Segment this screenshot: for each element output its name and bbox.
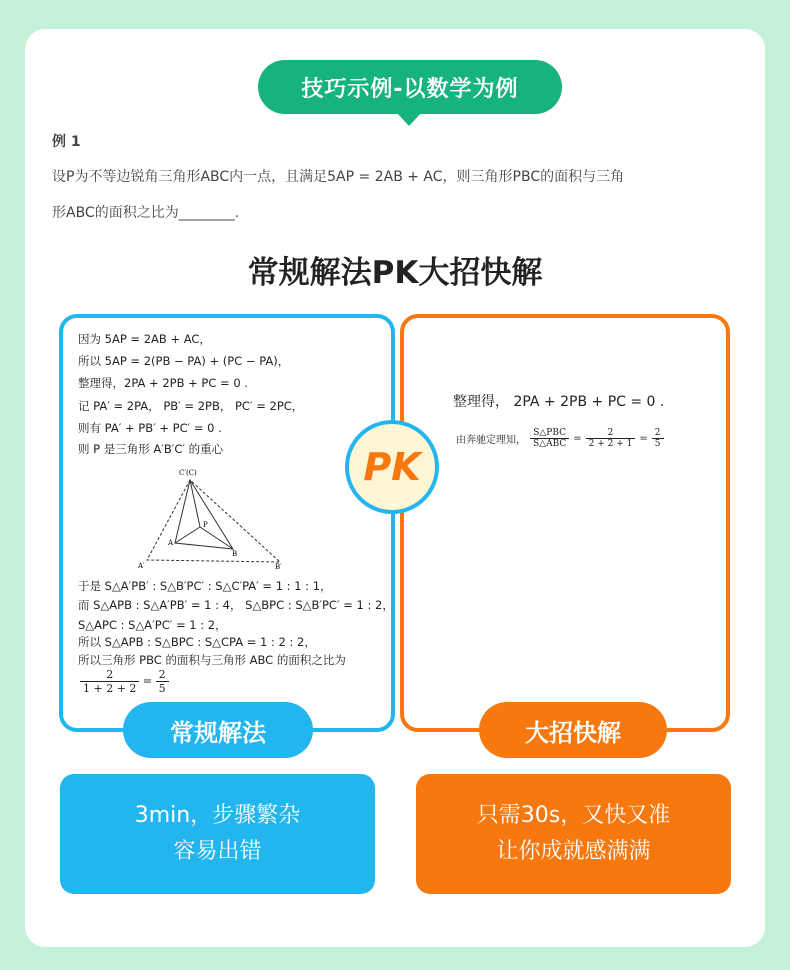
pk-label: PK (363, 445, 421, 489)
frac2-denominator: 2 + 2 + 1 (588, 439, 633, 449)
shortcut-description (416, 774, 731, 894)
final-numerator: 2 (80, 668, 139, 682)
title-banner (258, 60, 562, 114)
equals-2: = (639, 433, 648, 444)
banner-title: 技巧示例-以数学为例 (301, 76, 519, 102)
solution-line: 则有 PA′ + PB′ + PC′ = 0 . (78, 421, 222, 435)
example-label: 例 1 (52, 134, 81, 150)
final-denominator: 1 + 2 + 2 (83, 682, 137, 695)
shortcut-line-2 (456, 428, 664, 449)
solution-line: 则 P 是三角形 A′B′C′ 的重心 (78, 442, 224, 456)
frac3-numerator: 2 (652, 428, 664, 439)
shortcut-tag (479, 702, 667, 758)
solution-line: 记 PA′ = 2PA， PB′ = 2PB， PC′ = 2PC， (78, 399, 304, 413)
conventional-tag-label: 常规解法 (170, 718, 266, 747)
shortcut-desc-line-2: 让你成就感满满 (496, 839, 651, 864)
conventional-desc-line-1: 3min，步骤繁杂 (134, 803, 301, 828)
solution-line: 所以三角形 PBC 的面积与三角形 ABC 的面积之比为 (78, 653, 346, 667)
solution-line: S△APC : S△A′PC′ = 1 : 2， (78, 618, 227, 632)
conventional-tag (123, 702, 313, 758)
label-b: B (232, 550, 238, 558)
final-denominator-2: 5 (158, 682, 166, 695)
frac1-numerator: S△PBC (530, 428, 569, 439)
label-b-prime: B′ (275, 563, 282, 571)
final-ratio (80, 668, 169, 695)
equals-1: = (573, 433, 582, 444)
label-a-prime: A′ (138, 562, 145, 570)
solution-line: 于是 S△A′PB′ : S△B′PC′ : S△C′PA′ = 1 : 1 : 1， (78, 579, 332, 593)
banner-pointer (396, 112, 422, 126)
frac3-denominator: 5 (654, 439, 661, 449)
final-numerator-2: 2 (156, 668, 169, 682)
solution-line: 因为 5AP = 2AB + AC， (78, 332, 211, 346)
pk-badge (345, 420, 439, 514)
label-p: P (203, 521, 208, 529)
solution-line: 所以 5AP = 2(PB − PA) + (PC − PA)， (78, 354, 290, 368)
shortcut-desc-line-1: 只需30s，又快又准 (476, 803, 671, 828)
shortcut-solution-box (400, 314, 730, 732)
shortcut-tag-label: 大招快解 (525, 718, 621, 747)
headline: 常规解法PK大招快解 (247, 255, 543, 291)
conventional-description (60, 774, 375, 894)
label-c: C′(C) (179, 469, 197, 477)
final-equals: = (142, 674, 153, 688)
problem-line-1: 设P为不等边锐角三角形ABC内一点，且满足5AP = 2AB + AC，则三角形PBC的面积与三角 (52, 169, 625, 185)
shortcut-line-1: 整理得， 2PA + 2PB + PC = 0 . (453, 394, 665, 410)
solution-line: 所以 S△APB : S△BPC : S△CPA = 1 : 2 : 2， (78, 635, 316, 649)
frac2-numerator: 2 (586, 428, 636, 439)
problem-line-2: 形ABC的面积之比为________. (52, 205, 240, 221)
conventional-desc-line-2: 容易出错 (173, 839, 262, 864)
label-a: A (168, 539, 174, 547)
shortcut-prefix: 由奔驰定理知， (456, 435, 526, 446)
solution-line: 整理得，2PA + 2PB + PC = 0 . (78, 376, 248, 390)
frac1-denominator: S△ABC (533, 439, 567, 449)
solution-line: 而 S△APB : S△A′PB′ = 1 : 4， S△BPC : S△B′PC′ = 1 : 2， (78, 598, 394, 612)
centroid-triangle-diagram (135, 465, 290, 575)
